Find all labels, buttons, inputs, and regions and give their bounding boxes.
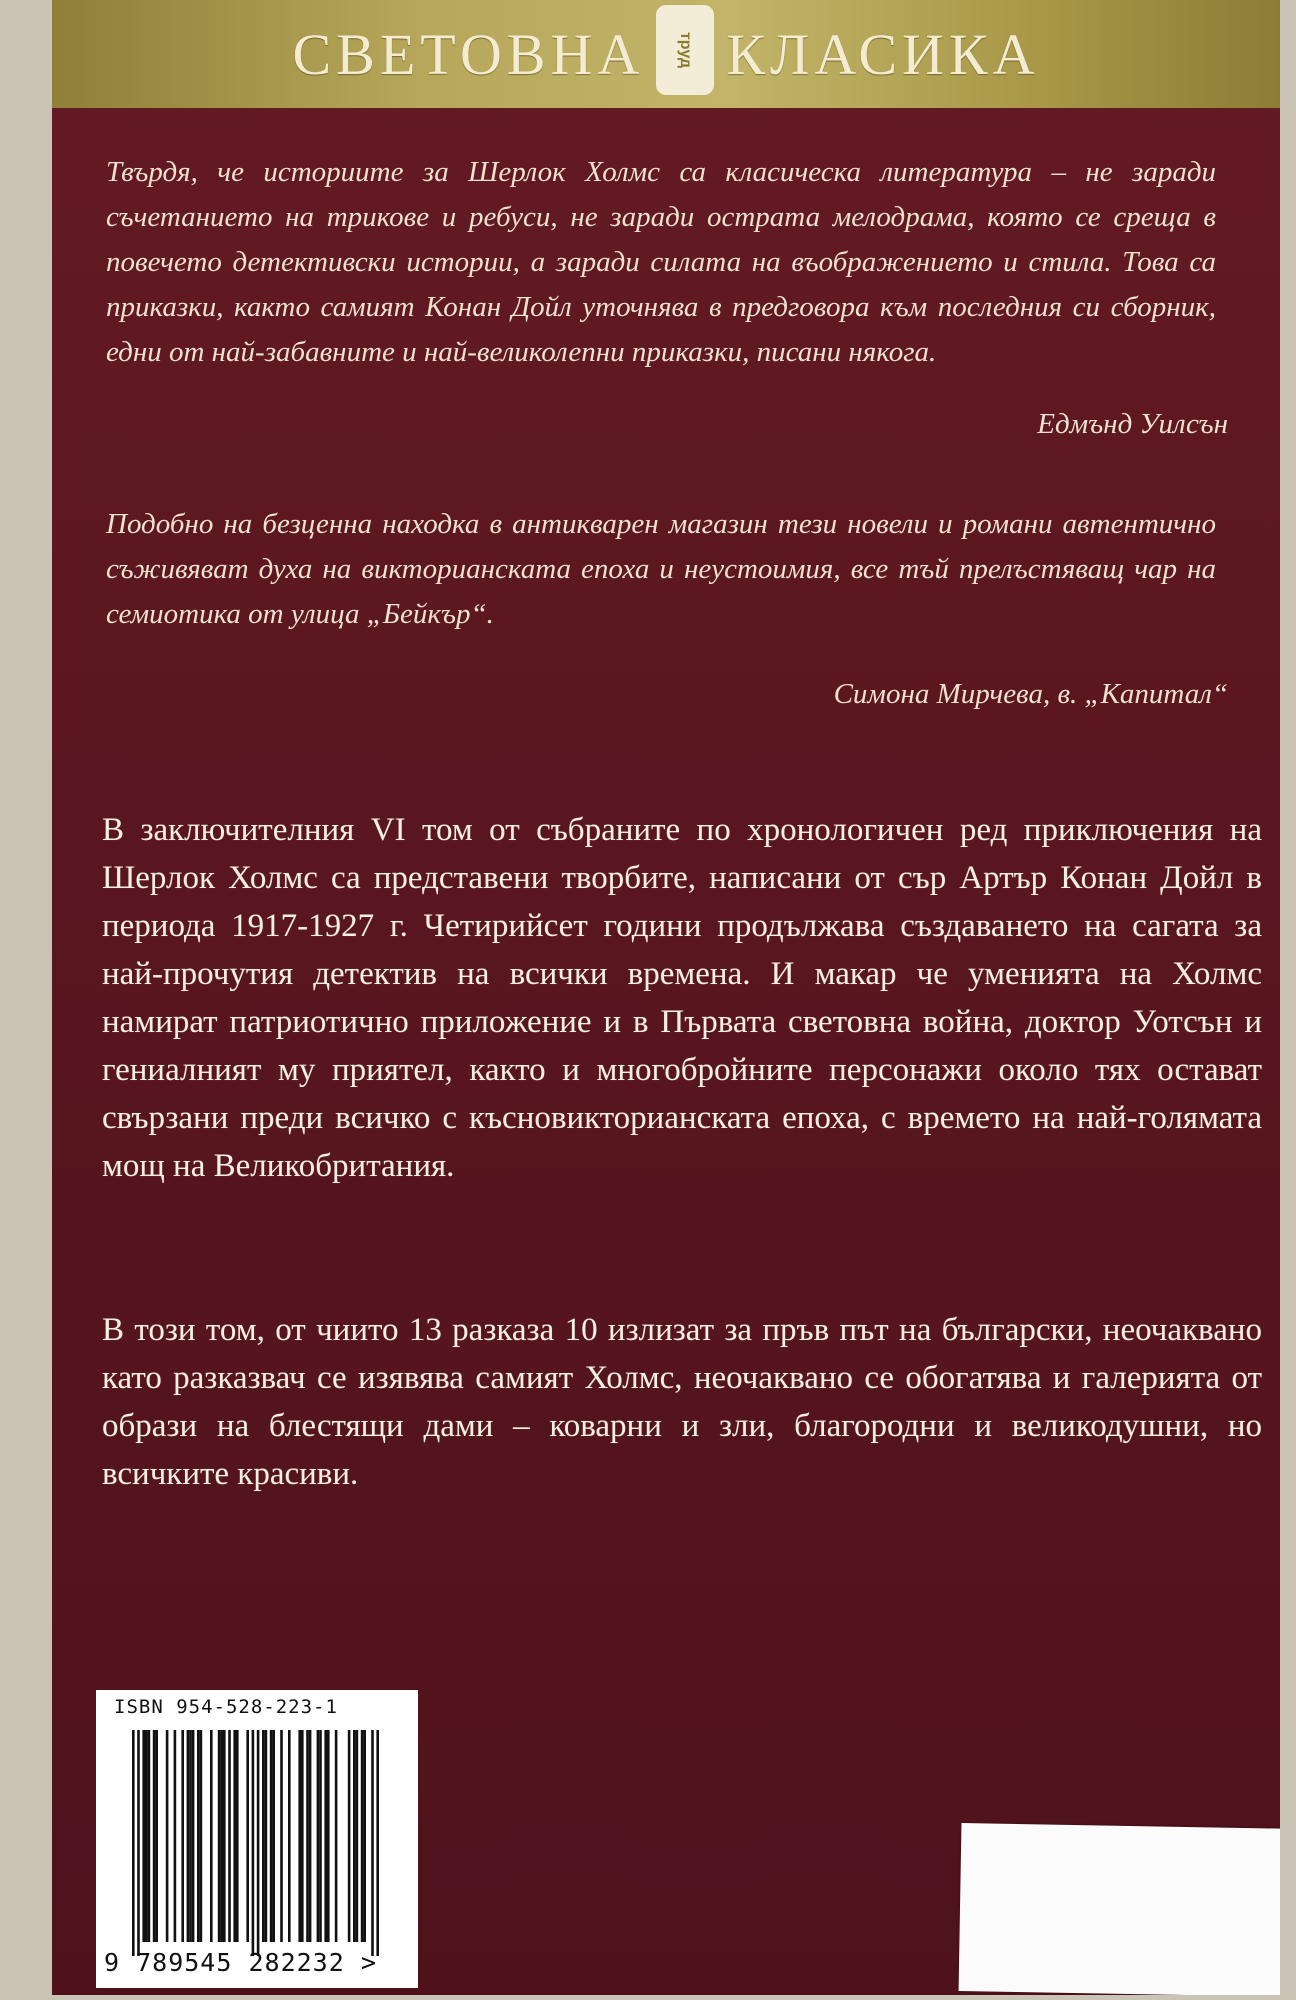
ean-number: 9 789545 282232 > bbox=[104, 1948, 377, 1977]
barcode-bar bbox=[181, 1730, 184, 1942]
quote-1-author: Едмънд Уилсън bbox=[1037, 408, 1228, 440]
quote-2-author: Симона Мирчева, в. „Капитал“ bbox=[833, 678, 1228, 710]
barcode-bar bbox=[192, 1730, 195, 1942]
barcode-bar bbox=[174, 1730, 177, 1942]
barcode-bar bbox=[148, 1730, 151, 1942]
barcode-bar bbox=[371, 1730, 374, 1956]
quote-1-text: Твърдя, че историите за Шерлок Холмс са класическа литература – не заради съчетанието на трикове и ребуси, не заради острата мелодрама, която се среща в повечето детективски истории, а заради силата на въображението и стила. Това са приказки, както самият Конан Дойл уточнява в предговора към последния си сборник, едни от най-забавните и най-великолепни приказки, писани някога. bbox=[106, 156, 1216, 368]
barcode-bar bbox=[309, 1730, 312, 1942]
barcode-icon bbox=[96, 1690, 418, 1988]
barcode-bar bbox=[327, 1730, 330, 1942]
barcode-bar bbox=[218, 1730, 221, 1942]
barcode-bar bbox=[246, 1730, 249, 1942]
barcode-bar bbox=[228, 1730, 231, 1942]
barcode-bar bbox=[335, 1730, 338, 1942]
barcode-bar bbox=[187, 1730, 190, 1942]
publisher-logo-text: труд bbox=[677, 31, 695, 69]
barcode-bar bbox=[236, 1730, 239, 1942]
barcode-bar bbox=[145, 1730, 148, 1942]
barcode-bar bbox=[142, 1730, 145, 1942]
publisher-logo bbox=[656, 5, 714, 95]
barcode-bar bbox=[223, 1730, 226, 1942]
isbn-number: ISBN 954-528-223-1 bbox=[114, 1696, 338, 1718]
barcode-bar bbox=[348, 1730, 351, 1942]
barcode-bar bbox=[137, 1730, 140, 1956]
barcode-bar bbox=[324, 1730, 327, 1942]
barcode-bar bbox=[210, 1730, 213, 1942]
barcode-bar bbox=[132, 1730, 135, 1956]
price-sticker bbox=[959, 1823, 1280, 1995]
series-title-right: КЛАСИКА bbox=[726, 21, 1040, 87]
barcode-bar bbox=[376, 1730, 379, 1956]
isbn-barcode-box bbox=[96, 1690, 418, 1988]
description-paragraph-1: В заключителния VI том от събраните по хронологичен ред приключения на Шерлок Холмс са представени творбите, написани от сър Артър Конан Дойл в периода 1917-1927 г. Четирийсет години продължава създаването на сагата за най-прочутия детектив на всички времена. И макар че уменията на Холмс намират патриотично приложение и в Първата световна война, доктор Уотсън и гениалният му приятел, както и многобройните персонажи около тях остават свързани преди всичко с късновикторианската епоха, с времето на най-голямата мощ на Великобритания. bbox=[102, 812, 1262, 1184]
barcode-bar bbox=[262, 1730, 265, 1942]
series-title-left: СВЕТОВНА bbox=[292, 21, 645, 87]
barcode-bar bbox=[353, 1730, 356, 1942]
barcode-bar bbox=[265, 1730, 268, 1942]
barcode-bar bbox=[252, 1730, 255, 1956]
barcode-bar bbox=[200, 1730, 203, 1942]
barcode-bar bbox=[363, 1730, 366, 1942]
barcode-bar bbox=[280, 1730, 283, 1942]
series-header-band bbox=[52, 0, 1280, 108]
barcode-bar bbox=[319, 1730, 322, 1942]
barcode-bar bbox=[257, 1730, 260, 1956]
barcode-bar bbox=[301, 1730, 304, 1942]
barcode-bar bbox=[233, 1730, 236, 1942]
description-paragraph-2: В този том, от чиито 13 разказа 10 излизат за пръв път на български, неочаквано като разказвач се изявява самият Холмс, неочаквано се обогатява и галерията от образи на блестящи дами – коварни и зли, благородни и великодушни, но всичките красиви. bbox=[102, 1312, 1262, 1492]
barcode-bar bbox=[155, 1730, 158, 1942]
barcode-bar bbox=[356, 1730, 359, 1942]
barcode-bar bbox=[306, 1730, 309, 1942]
barcode-bar bbox=[197, 1730, 200, 1942]
barcode-bar bbox=[272, 1730, 275, 1942]
quote-2-text: Подобно на безценна находка в антикварен магазин тези новели и романи автентично съживяват духа на викторианската епоха и неустоимия, все тъй прелъстяващ чар на семиотика от улица „Бейкър“. bbox=[106, 508, 1216, 630]
barcode-bar bbox=[166, 1730, 169, 1942]
barcode-bar bbox=[298, 1730, 301, 1942]
barcode-bar bbox=[220, 1730, 223, 1942]
barcode-bar bbox=[189, 1730, 192, 1942]
barcode-bar bbox=[361, 1730, 364, 1942]
barcode-bar bbox=[317, 1730, 320, 1942]
barcode-bar bbox=[270, 1730, 273, 1942]
barcode-bar bbox=[288, 1730, 291, 1942]
book-back-cover bbox=[52, 0, 1280, 1995]
barcode-bar bbox=[153, 1730, 156, 1942]
